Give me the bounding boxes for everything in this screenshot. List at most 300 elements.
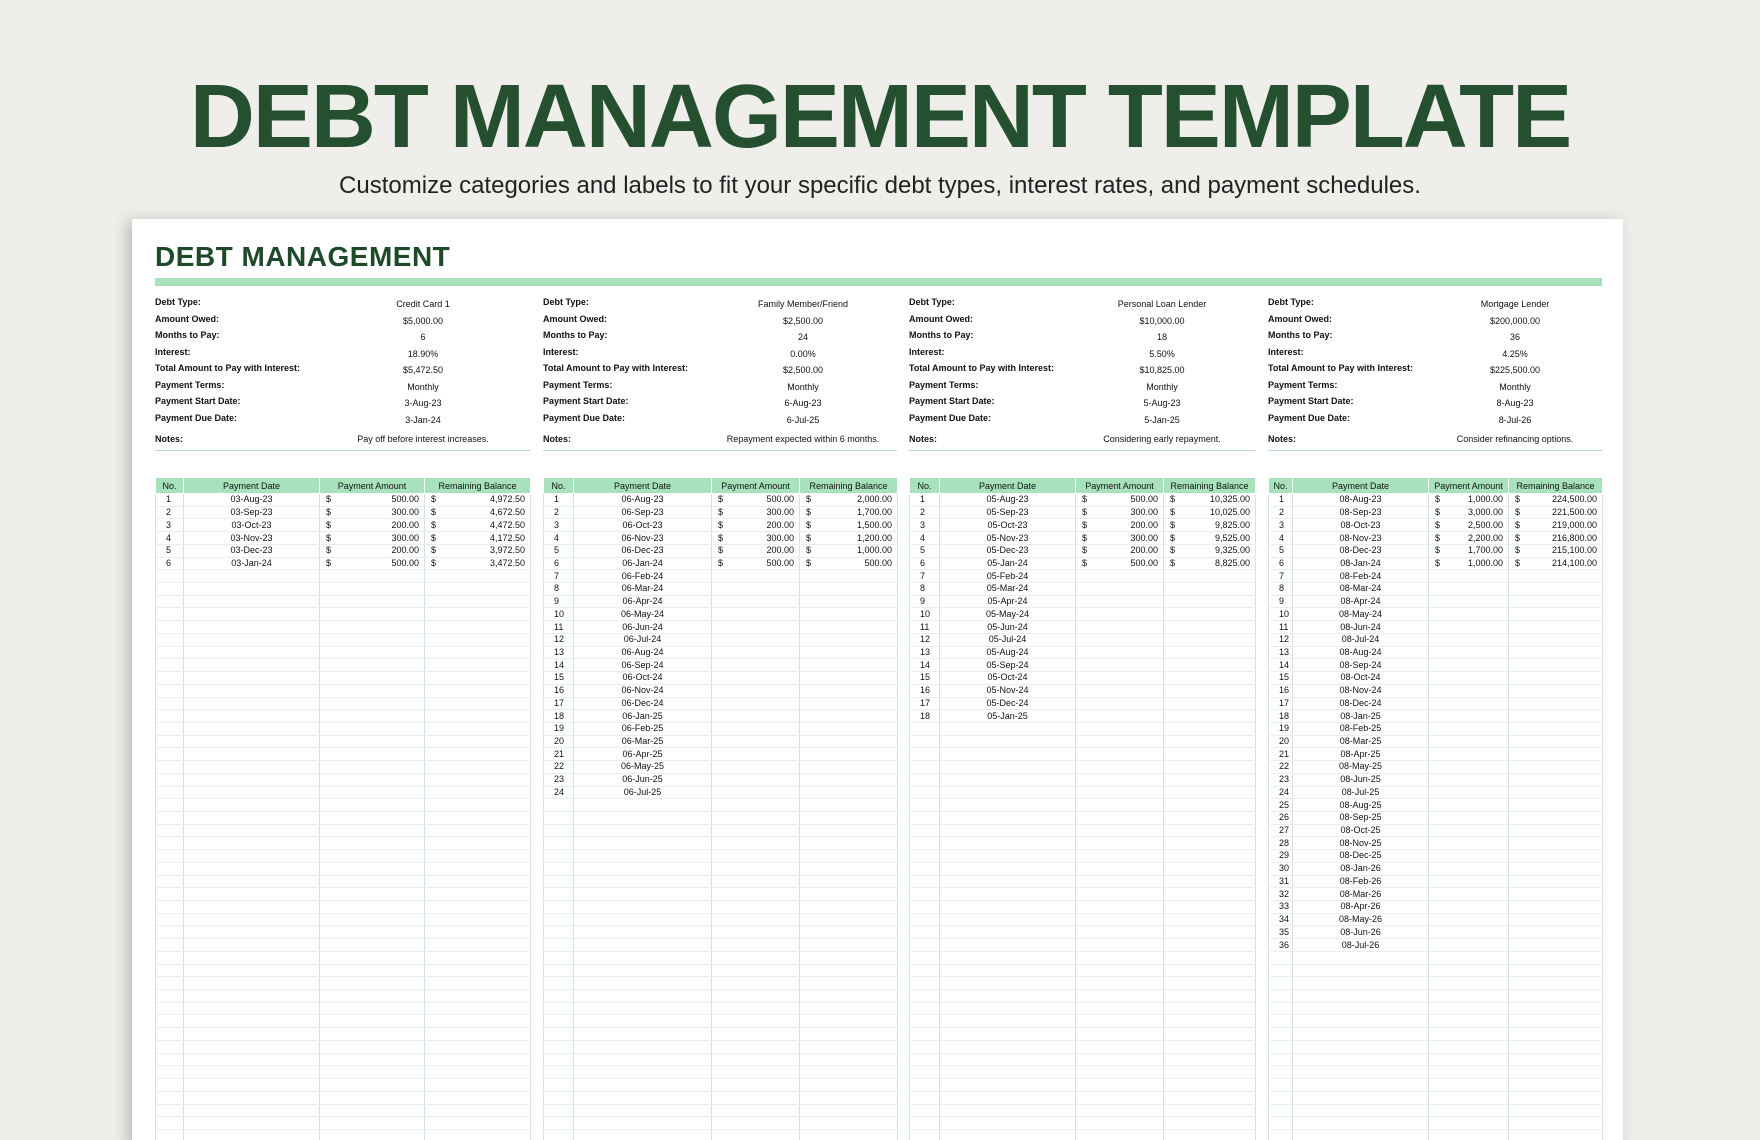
cell-no[interactable]: 29 bbox=[1269, 850, 1293, 863]
cell-payment-amount[interactable] bbox=[1429, 761, 1509, 774]
cell-no[interactable] bbox=[910, 875, 940, 888]
cell-remaining-balance[interactable] bbox=[425, 570, 531, 583]
cell-no[interactable] bbox=[910, 1104, 940, 1117]
cell-payment-date[interactable] bbox=[184, 1015, 320, 1028]
cell-payment-date[interactable] bbox=[184, 977, 320, 990]
cell-no[interactable]: 6 bbox=[156, 557, 184, 570]
cell-payment-amount[interactable] bbox=[1429, 1028, 1509, 1041]
cell-payment-amount[interactable] bbox=[1429, 672, 1509, 685]
cell-payment-date[interactable] bbox=[184, 1002, 320, 1015]
cell-payment-date[interactable] bbox=[184, 824, 320, 837]
cell-no[interactable]: 26 bbox=[1269, 811, 1293, 824]
cell-payment-date[interactable] bbox=[574, 875, 712, 888]
cell-payment-date[interactable]: 06-Apr-25 bbox=[574, 748, 712, 761]
cell-no[interactable]: 18 bbox=[544, 710, 574, 723]
cell-payment-amount[interactable] bbox=[1076, 1002, 1164, 1015]
cell-payment-amount[interactable] bbox=[1076, 621, 1164, 634]
interest-value[interactable]: 5.50% bbox=[1149, 348, 1175, 359]
cell-payment-amount[interactable] bbox=[1076, 722, 1164, 735]
cell-payment-date[interactable] bbox=[184, 1091, 320, 1104]
cell-no[interactable] bbox=[910, 786, 940, 799]
cell-payment-date[interactable] bbox=[1293, 1028, 1429, 1041]
cell-no[interactable] bbox=[156, 722, 184, 735]
cell-payment-amount[interactable] bbox=[712, 748, 800, 761]
cell-payment-date[interactable]: 08-Jan-26 bbox=[1293, 862, 1429, 875]
cell-payment-amount[interactable] bbox=[1076, 710, 1164, 723]
cell-payment-date[interactable] bbox=[940, 1040, 1076, 1053]
cell-no[interactable]: 24 bbox=[1269, 786, 1293, 799]
cell-payment-date[interactable] bbox=[940, 1104, 1076, 1117]
cell-no[interactable]: 4 bbox=[910, 532, 940, 545]
cell-payment-date[interactable] bbox=[184, 672, 320, 685]
cell-no[interactable]: 9 bbox=[910, 595, 940, 608]
cell-payment-date[interactable] bbox=[940, 761, 1076, 774]
cell-payment-amount[interactable] bbox=[1429, 786, 1509, 799]
cell-remaining-balance[interactable] bbox=[425, 557, 531, 570]
cell-payment-date[interactable] bbox=[184, 722, 320, 735]
cell-no[interactable] bbox=[156, 1040, 184, 1053]
cell-payment-amount[interactable] bbox=[320, 1015, 425, 1028]
cell-payment-amount[interactable] bbox=[712, 557, 800, 570]
cell-remaining-balance[interactable] bbox=[425, 710, 531, 723]
cell-no[interactable] bbox=[156, 888, 184, 901]
cell-remaining-balance[interactable] bbox=[1164, 990, 1256, 1003]
cell-remaining-balance[interactable] bbox=[1164, 939, 1256, 952]
cell-no[interactable] bbox=[1269, 1117, 1293, 1130]
cell-payment-date[interactable]: 06-Mar-25 bbox=[574, 735, 712, 748]
cell-remaining-balance[interactable] bbox=[1509, 888, 1603, 901]
cell-payment-amount[interactable] bbox=[712, 977, 800, 990]
cell-remaining-balance[interactable] bbox=[425, 875, 531, 888]
cell-no[interactable] bbox=[156, 811, 184, 824]
cell-no[interactable] bbox=[1269, 1079, 1293, 1092]
cell-payment-amount[interactable] bbox=[320, 1104, 425, 1117]
cell-payment-amount[interactable] bbox=[1076, 633, 1164, 646]
cell-payment-date[interactable] bbox=[184, 901, 320, 914]
cell-remaining-balance[interactable] bbox=[1164, 684, 1256, 697]
cell-remaining-balance[interactable] bbox=[1164, 761, 1256, 774]
cell-no[interactable]: 20 bbox=[544, 735, 574, 748]
cell-payment-amount[interactable] bbox=[712, 1028, 800, 1041]
cell-payment-date[interactable] bbox=[940, 977, 1076, 990]
cell-payment-amount[interactable] bbox=[712, 761, 800, 774]
cell-payment-date[interactable] bbox=[940, 888, 1076, 901]
cell-payment-amount[interactable] bbox=[320, 1066, 425, 1079]
cell-payment-date[interactable] bbox=[184, 1079, 320, 1092]
cell-payment-amount[interactable] bbox=[712, 824, 800, 837]
cell-remaining-balance[interactable] bbox=[1509, 761, 1603, 774]
cell-payment-date[interactable]: 08-Aug-25 bbox=[1293, 799, 1429, 812]
cell-remaining-balance[interactable] bbox=[1509, 837, 1603, 850]
cell-no[interactable] bbox=[544, 850, 574, 863]
cell-payment-date[interactable] bbox=[940, 990, 1076, 1003]
cell-remaining-balance[interactable] bbox=[1164, 1066, 1256, 1079]
cell-no[interactable] bbox=[156, 913, 184, 926]
cell-payment-amount[interactable] bbox=[712, 1066, 800, 1079]
cell-no[interactable] bbox=[1269, 1028, 1293, 1041]
cell-payment-amount[interactable] bbox=[712, 888, 800, 901]
cell-payment-date[interactable]: 08-Jul-26 bbox=[1293, 939, 1429, 952]
cell-no[interactable] bbox=[544, 1015, 574, 1028]
cell-payment-date[interactable] bbox=[940, 951, 1076, 964]
cell-payment-date[interactable] bbox=[184, 659, 320, 672]
cell-payment-amount[interactable] bbox=[320, 1117, 425, 1130]
cell-remaining-balance[interactable] bbox=[425, 608, 531, 621]
cell-no[interactable]: 11 bbox=[910, 621, 940, 634]
cell-payment-date[interactable] bbox=[574, 1053, 712, 1066]
cell-payment-date[interactable] bbox=[1293, 964, 1429, 977]
cell-payment-date[interactable] bbox=[574, 811, 712, 824]
cell-payment-amount[interactable] bbox=[320, 697, 425, 710]
cell-payment-date[interactable] bbox=[184, 926, 320, 939]
cell-payment-amount[interactable] bbox=[712, 913, 800, 926]
cell-remaining-balance[interactable] bbox=[425, 1028, 531, 1041]
cell-payment-date[interactable] bbox=[184, 633, 320, 646]
cell-remaining-balance[interactable] bbox=[800, 1091, 898, 1104]
cell-payment-date[interactable]: 03-Oct-23 bbox=[184, 519, 320, 532]
cell-remaining-balance[interactable] bbox=[425, 761, 531, 774]
cell-remaining-balance[interactable] bbox=[800, 786, 898, 799]
debt-type-value[interactable]: Family Member/Friend bbox=[757, 299, 849, 309]
cell-remaining-balance[interactable] bbox=[1164, 901, 1256, 914]
cell-payment-date[interactable]: 08-Oct-24 bbox=[1293, 672, 1429, 685]
cell-remaining-balance[interactable] bbox=[1509, 901, 1603, 914]
cell-no[interactable]: 17 bbox=[544, 697, 574, 710]
cell-payment-date[interactable]: 08-Jun-24 bbox=[1293, 621, 1429, 634]
cell-payment-date[interactable] bbox=[940, 850, 1076, 863]
cell-payment-date[interactable] bbox=[574, 990, 712, 1003]
amount-owed-value[interactable]: $200,000.00 bbox=[1489, 315, 1541, 326]
cell-remaining-balance[interactable] bbox=[1164, 850, 1256, 863]
cell-payment-date[interactable] bbox=[940, 837, 1076, 850]
cell-payment-amount[interactable] bbox=[320, 1040, 425, 1053]
cell-remaining-balance[interactable] bbox=[425, 646, 531, 659]
cell-payment-amount[interactable] bbox=[712, 570, 800, 583]
cell-remaining-balance[interactable] bbox=[425, 901, 531, 914]
cell-remaining-balance[interactable] bbox=[800, 544, 898, 557]
cell-payment-date[interactable] bbox=[1293, 1053, 1429, 1066]
cell-no[interactable] bbox=[544, 888, 574, 901]
cell-payment-date[interactable]: 08-Jun-26 bbox=[1293, 926, 1429, 939]
cell-payment-amount[interactable] bbox=[1076, 964, 1164, 977]
cell-remaining-balance[interactable] bbox=[425, 735, 531, 748]
cell-payment-amount[interactable] bbox=[712, 773, 800, 786]
cell-payment-date[interactable]: 08-May-26 bbox=[1293, 913, 1429, 926]
cell-no[interactable] bbox=[544, 964, 574, 977]
cell-payment-date[interactable] bbox=[184, 710, 320, 723]
cell-no[interactable]: 25 bbox=[1269, 799, 1293, 812]
cell-payment-amount[interactable] bbox=[320, 633, 425, 646]
cell-remaining-balance[interactable] bbox=[425, 1104, 531, 1117]
cell-payment-date[interactable]: 08-Mar-26 bbox=[1293, 888, 1429, 901]
cell-remaining-balance[interactable] bbox=[1164, 786, 1256, 799]
cell-payment-date[interactable] bbox=[940, 862, 1076, 875]
cell-payment-date[interactable]: 05-Mar-24 bbox=[940, 583, 1076, 596]
cell-payment-date[interactable] bbox=[574, 913, 712, 926]
cell-payment-amount[interactable] bbox=[1076, 1079, 1164, 1092]
cell-no[interactable] bbox=[910, 1091, 940, 1104]
cell-payment-date[interactable] bbox=[184, 595, 320, 608]
cell-no[interactable] bbox=[1269, 1104, 1293, 1117]
cell-remaining-balance[interactable] bbox=[1164, 824, 1256, 837]
cell-payment-date[interactable] bbox=[184, 862, 320, 875]
cell-no[interactable] bbox=[910, 799, 940, 812]
cell-payment-date[interactable]: 08-Oct-23 bbox=[1293, 519, 1429, 532]
cell-payment-date[interactable]: 03-Sep-23 bbox=[184, 506, 320, 519]
cell-payment-date[interactable] bbox=[574, 1091, 712, 1104]
cell-remaining-balance[interactable] bbox=[425, 621, 531, 634]
cell-payment-date[interactable] bbox=[184, 773, 320, 786]
cell-no[interactable]: 7 bbox=[1269, 570, 1293, 583]
cell-payment-date[interactable] bbox=[184, 875, 320, 888]
cell-remaining-balance[interactable] bbox=[800, 748, 898, 761]
interest-value[interactable]: 18.90% bbox=[407, 348, 439, 359]
cell-payment-date[interactable]: 06-Jan-24 bbox=[574, 557, 712, 570]
cell-no[interactable]: 17 bbox=[910, 697, 940, 710]
cell-payment-amount[interactable] bbox=[1076, 595, 1164, 608]
cell-no[interactable]: 10 bbox=[544, 608, 574, 621]
cell-payment-amount[interactable] bbox=[1429, 1129, 1509, 1140]
cell-no[interactable] bbox=[156, 1053, 184, 1066]
cell-payment-date[interactable] bbox=[574, 1079, 712, 1092]
cell-payment-date[interactable] bbox=[940, 824, 1076, 837]
cell-no[interactable] bbox=[156, 583, 184, 596]
cell-payment-amount[interactable] bbox=[1429, 646, 1509, 659]
cell-payment-date[interactable]: 05-Nov-24 bbox=[940, 684, 1076, 697]
cell-remaining-balance[interactable] bbox=[800, 1040, 898, 1053]
cell-payment-amount[interactable] bbox=[1429, 1091, 1509, 1104]
cell-payment-amount[interactable] bbox=[320, 748, 425, 761]
cell-payment-date[interactable]: 08-Mar-25 bbox=[1293, 735, 1429, 748]
cell-payment-amount[interactable] bbox=[712, 544, 800, 557]
cell-no[interactable] bbox=[1269, 1066, 1293, 1079]
cell-no[interactable] bbox=[156, 977, 184, 990]
cell-no[interactable] bbox=[544, 990, 574, 1003]
cell-no[interactable] bbox=[156, 1129, 184, 1140]
cell-payment-date[interactable] bbox=[1293, 1040, 1429, 1053]
cell-no[interactable] bbox=[156, 608, 184, 621]
cell-no[interactable] bbox=[156, 1002, 184, 1015]
cell-no[interactable]: 2 bbox=[910, 506, 940, 519]
cell-payment-amount[interactable] bbox=[320, 901, 425, 914]
cell-payment-date[interactable]: 06-Jun-25 bbox=[574, 773, 712, 786]
cell-payment-date[interactable]: 08-Apr-24 bbox=[1293, 595, 1429, 608]
cell-remaining-balance[interactable] bbox=[1164, 570, 1256, 583]
cell-payment-date[interactable]: 05-Oct-23 bbox=[940, 519, 1076, 532]
cell-payment-date[interactable] bbox=[184, 1104, 320, 1117]
cell-payment-amount[interactable] bbox=[1429, 926, 1509, 939]
cell-remaining-balance[interactable] bbox=[1509, 621, 1603, 634]
cell-remaining-balance[interactable] bbox=[1509, 1117, 1603, 1130]
cell-payment-amount[interactable] bbox=[1076, 1040, 1164, 1053]
cell-payment-date[interactable] bbox=[574, 799, 712, 812]
cell-remaining-balance[interactable] bbox=[425, 799, 531, 812]
cell-payment-amount[interactable] bbox=[712, 964, 800, 977]
cell-remaining-balance[interactable] bbox=[425, 837, 531, 850]
cell-payment-amount[interactable] bbox=[712, 506, 800, 519]
cell-no[interactable]: 8 bbox=[544, 583, 574, 596]
cell-remaining-balance[interactable] bbox=[1509, 977, 1603, 990]
cell-payment-amount[interactable] bbox=[712, 939, 800, 952]
cell-payment-amount[interactable] bbox=[712, 786, 800, 799]
cell-payment-date[interactable] bbox=[940, 1117, 1076, 1130]
cell-payment-date[interactable]: 05-Feb-24 bbox=[940, 570, 1076, 583]
due-date-value[interactable]: 6-Jul-25 bbox=[786, 414, 820, 425]
cell-no[interactable] bbox=[910, 888, 940, 901]
cell-payment-date[interactable]: 06-Feb-24 bbox=[574, 570, 712, 583]
cell-payment-amount[interactable] bbox=[1429, 850, 1509, 863]
cell-payment-amount[interactable] bbox=[320, 659, 425, 672]
cell-payment-date[interactable] bbox=[574, 977, 712, 990]
cell-no[interactable]: 23 bbox=[544, 773, 574, 786]
cell-remaining-balance[interactable] bbox=[425, 964, 531, 977]
cell-no[interactable] bbox=[544, 875, 574, 888]
cell-remaining-balance[interactable] bbox=[425, 862, 531, 875]
cell-remaining-balance[interactable] bbox=[425, 748, 531, 761]
cell-payment-amount[interactable] bbox=[320, 913, 425, 926]
cell-no[interactable] bbox=[910, 926, 940, 939]
cell-payment-date[interactable] bbox=[184, 1117, 320, 1130]
cell-payment-date[interactable] bbox=[574, 1129, 712, 1140]
cell-payment-amount[interactable] bbox=[1429, 595, 1509, 608]
cell-payment-amount[interactable] bbox=[320, 684, 425, 697]
cell-no[interactable]: 20 bbox=[1269, 735, 1293, 748]
cell-payment-date[interactable] bbox=[184, 684, 320, 697]
cell-payment-date[interactable]: 06-Jan-25 bbox=[574, 710, 712, 723]
cell-no[interactable]: 11 bbox=[544, 621, 574, 634]
cell-remaining-balance[interactable] bbox=[1164, 977, 1256, 990]
cell-remaining-balance[interactable] bbox=[800, 557, 898, 570]
cell-no[interactable] bbox=[910, 1002, 940, 1015]
cell-remaining-balance[interactable] bbox=[800, 1053, 898, 1066]
cell-payment-amount[interactable] bbox=[1076, 1015, 1164, 1028]
cell-payment-amount[interactable] bbox=[1076, 888, 1164, 901]
cell-remaining-balance[interactable] bbox=[1509, 1015, 1603, 1028]
cell-payment-amount[interactable] bbox=[1076, 735, 1164, 748]
cell-payment-date[interactable]: 08-Mar-24 bbox=[1293, 583, 1429, 596]
cell-payment-amount[interactable] bbox=[1076, 748, 1164, 761]
cell-payment-date[interactable]: 05-Nov-23 bbox=[940, 532, 1076, 545]
cell-payment-amount[interactable] bbox=[320, 735, 425, 748]
cell-no[interactable]: 6 bbox=[1269, 557, 1293, 570]
cell-payment-date[interactable] bbox=[940, 811, 1076, 824]
cell-payment-date[interactable] bbox=[184, 697, 320, 710]
cell-remaining-balance[interactable] bbox=[800, 595, 898, 608]
total-amount-value[interactable]: $2,500.00 bbox=[782, 365, 824, 375]
cell-no[interactable] bbox=[156, 901, 184, 914]
cell-payment-date[interactable]: 08-Sep-23 bbox=[1293, 506, 1429, 519]
cell-payment-amount[interactable] bbox=[1076, 506, 1164, 519]
cell-payment-amount[interactable] bbox=[320, 888, 425, 901]
cell-no[interactable] bbox=[910, 735, 940, 748]
cell-remaining-balance[interactable] bbox=[1509, 811, 1603, 824]
cell-remaining-balance[interactable] bbox=[1164, 583, 1256, 596]
cell-remaining-balance[interactable] bbox=[1164, 1104, 1256, 1117]
cell-remaining-balance[interactable] bbox=[1164, 506, 1256, 519]
due-date-value[interactable]: 3-Jan-24 bbox=[405, 414, 441, 425]
total-amount-value[interactable]: $225,500.00 bbox=[1489, 365, 1541, 375]
cell-remaining-balance[interactable] bbox=[425, 850, 531, 863]
cell-remaining-balance[interactable] bbox=[800, 901, 898, 914]
cell-remaining-balance[interactable] bbox=[1164, 1053, 1256, 1066]
cell-payment-date[interactable]: 08-May-25 bbox=[1293, 761, 1429, 774]
cell-no[interactable]: 12 bbox=[910, 633, 940, 646]
cell-remaining-balance[interactable] bbox=[1164, 633, 1256, 646]
cell-payment-date[interactable] bbox=[184, 1040, 320, 1053]
cell-no[interactable]: 17 bbox=[1269, 697, 1293, 710]
cell-remaining-balance[interactable] bbox=[425, 532, 531, 545]
cell-payment-date[interactable] bbox=[184, 1129, 320, 1140]
cell-payment-date[interactable]: 06-Feb-25 bbox=[574, 722, 712, 735]
cell-payment-amount[interactable] bbox=[1076, 786, 1164, 799]
cell-remaining-balance[interactable] bbox=[1164, 672, 1256, 685]
cell-payment-date[interactable]: 06-Aug-23 bbox=[574, 494, 712, 507]
cell-remaining-balance[interactable] bbox=[1164, 875, 1256, 888]
cell-no[interactable] bbox=[910, 1053, 940, 1066]
cell-remaining-balance[interactable] bbox=[1509, 990, 1603, 1003]
cell-payment-date[interactable]: 08-Apr-26 bbox=[1293, 901, 1429, 914]
cell-remaining-balance[interactable] bbox=[800, 1104, 898, 1117]
cell-no[interactable]: 21 bbox=[544, 748, 574, 761]
notes-value[interactable]: Pay off before interest increases. bbox=[357, 434, 489, 444]
cell-payment-date[interactable] bbox=[940, 799, 1076, 812]
cell-payment-amount[interactable] bbox=[1429, 913, 1509, 926]
cell-remaining-balance[interactable] bbox=[800, 494, 898, 507]
cell-payment-date[interactable] bbox=[1293, 990, 1429, 1003]
cell-no[interactable] bbox=[156, 786, 184, 799]
cell-remaining-balance[interactable] bbox=[1509, 773, 1603, 786]
cell-no[interactable]: 16 bbox=[544, 684, 574, 697]
cell-no[interactable] bbox=[156, 875, 184, 888]
cell-payment-amount[interactable] bbox=[1429, 583, 1509, 596]
cell-remaining-balance[interactable] bbox=[800, 990, 898, 1003]
cell-no[interactable] bbox=[910, 964, 940, 977]
cell-payment-date[interactable]: 06-Jun-24 bbox=[574, 621, 712, 634]
cell-no[interactable] bbox=[156, 939, 184, 952]
cell-no[interactable] bbox=[544, 1129, 574, 1140]
cell-remaining-balance[interactable] bbox=[800, 773, 898, 786]
cell-payment-amount[interactable] bbox=[1076, 544, 1164, 557]
cell-payment-date[interactable]: 08-Jun-25 bbox=[1293, 773, 1429, 786]
cell-payment-date[interactable] bbox=[184, 735, 320, 748]
cell-payment-date[interactable] bbox=[184, 990, 320, 1003]
cell-payment-date[interactable] bbox=[184, 608, 320, 621]
cell-no[interactable] bbox=[156, 697, 184, 710]
cell-remaining-balance[interactable] bbox=[1164, 532, 1256, 545]
cell-payment-date[interactable] bbox=[184, 850, 320, 863]
cell-payment-date[interactable]: 06-May-24 bbox=[574, 608, 712, 621]
cell-no[interactable] bbox=[544, 901, 574, 914]
cell-no[interactable] bbox=[544, 939, 574, 952]
cell-payment-amount[interactable] bbox=[1429, 1117, 1509, 1130]
cell-no[interactable]: 5 bbox=[1269, 544, 1293, 557]
cell-remaining-balance[interactable] bbox=[800, 1129, 898, 1140]
cell-payment-amount[interactable] bbox=[320, 672, 425, 685]
cell-no[interactable] bbox=[156, 672, 184, 685]
cell-no[interactable] bbox=[544, 951, 574, 964]
cell-payment-amount[interactable] bbox=[1429, 862, 1509, 875]
cell-remaining-balance[interactable] bbox=[800, 926, 898, 939]
cell-payment-date[interactable] bbox=[940, 1079, 1076, 1092]
cell-remaining-balance[interactable] bbox=[800, 608, 898, 621]
cell-payment-amount[interactable] bbox=[320, 1002, 425, 1015]
cell-remaining-balance[interactable] bbox=[425, 1002, 531, 1015]
cell-payment-date[interactable]: 03-Dec-23 bbox=[184, 544, 320, 557]
cell-no[interactable] bbox=[156, 837, 184, 850]
cell-no[interactable] bbox=[544, 862, 574, 875]
due-date-value[interactable]: 5-Jan-25 bbox=[1144, 414, 1180, 425]
cell-payment-date[interactable]: 08-Oct-25 bbox=[1293, 824, 1429, 837]
